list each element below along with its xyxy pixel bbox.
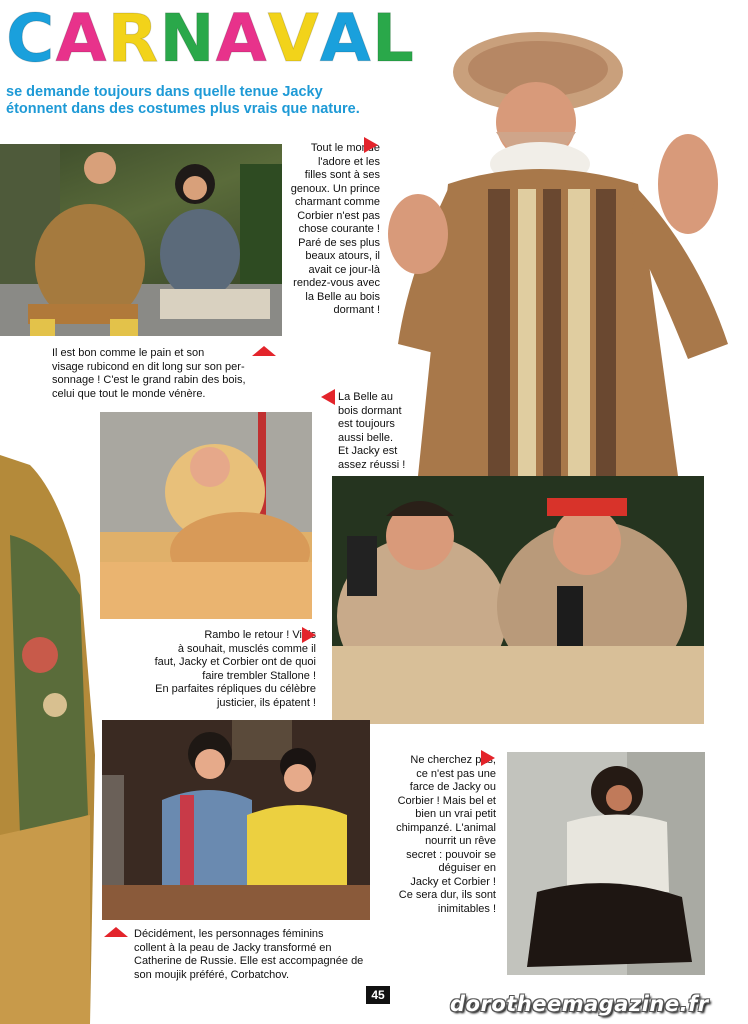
caption-line: justicier, ils épatent ! — [216, 696, 316, 709]
caption-line: Et Jacky est — [338, 445, 398, 458]
caption-line: beaux atours, il — [305, 250, 380, 263]
caption-line: faire trembler Stallone ! — [202, 669, 316, 682]
caption-line: l'adore et les — [317, 155, 380, 168]
caption-line: assez réussi ! — [338, 458, 406, 471]
page-number: 45 — [366, 986, 390, 1004]
photo-chimpanze — [507, 752, 705, 975]
caption-line: collent à la peau de Jacky transformé en — [134, 941, 332, 954]
photo-rabin-des-bois — [0, 144, 282, 336]
subtitle — [6, 84, 436, 119]
caption-line: la Belle au bois — [305, 290, 380, 303]
caption-line: à souhait, musclés comme il — [177, 642, 316, 655]
title-letter: R — [107, 0, 160, 77]
caption-rambo — [124, 629, 316, 710]
caption-line: inimitables ! — [437, 902, 496, 915]
caption-chimp — [372, 754, 496, 916]
caption-line: Paré de ses plus — [298, 236, 380, 249]
caption-line: celui que tout le monde vénère. — [52, 387, 206, 400]
caption-line: rendez-vous avec — [293, 277, 380, 290]
caption-line: est toujours — [338, 418, 395, 431]
caption-line: dormant ! — [333, 304, 380, 317]
pointer-triangle-icon — [364, 137, 378, 153]
caption-catherine — [104, 928, 364, 982]
title-letter: N — [159, 0, 216, 77]
caption-line: La Belle au — [338, 391, 394, 403]
caption-line: bois dormant — [338, 404, 402, 417]
caption-line: chose courante ! — [298, 223, 380, 236]
title-letter: A — [55, 0, 108, 77]
caption-rabin — [52, 347, 282, 401]
caption-line: visage rubicond en dit long sur son per- — [52, 360, 245, 373]
caption-line: Ce sera dur, ils sont — [398, 889, 496, 902]
caption-line: filles sont à ses — [304, 169, 380, 182]
photo-fabric-edge — [0, 455, 98, 1024]
page-title — [6, 0, 415, 77]
subtitle-line: se demande toujours dans quelle tenue Jacky — [6, 84, 323, 100]
caption-line: Catherine de Russie. Elle est accompagnée de — [134, 955, 364, 968]
photo-belle-au-bois — [100, 412, 312, 619]
caption-prince — [284, 142, 380, 318]
title-letter: A — [319, 0, 372, 77]
caption-line: nourrit un rêve — [425, 835, 496, 848]
caption-line: charmant comme — [295, 196, 380, 209]
photo-rambo — [332, 476, 704, 724]
photo-prince-charmant — [378, 14, 748, 476]
caption-line: Corbier ! Mais bel et — [397, 794, 496, 807]
caption-line: farce de Jacky ou — [409, 781, 496, 794]
pointer-triangle-icon — [252, 346, 276, 356]
pointer-triangle-icon — [302, 627, 316, 643]
watermark: dorotheemagazine.fr — [450, 992, 709, 1016]
title-letter: L — [371, 0, 415, 77]
caption-line: déguiser en — [438, 862, 496, 875]
caption-line: Jacky et Corbier ! — [410, 875, 496, 888]
caption-line: bien un vrai petit — [415, 808, 496, 821]
caption-line: avait ce jour-là — [308, 263, 380, 276]
caption-line: Tout le monde — [310, 142, 380, 154]
subtitle-line: étonnent dans des costumes plus vrais que nature. — [6, 101, 360, 118]
caption-line: genoux. Un prince — [290, 182, 380, 195]
caption-line: En parfaites répliques du célèbre — [155, 683, 316, 696]
title-letter: V — [267, 0, 320, 77]
caption-line: chimpanzé. L'animal — [396, 821, 496, 834]
caption-line: sonnage ! C'est le grand rabin des bois, — [52, 374, 246, 387]
caption-line: Rambo le retour ! Virils — [204, 629, 316, 641]
caption-line: Décidément, les personnages féminins — [134, 928, 324, 940]
caption-line: Ne cherchez pas, — [410, 754, 496, 766]
caption-line: secret : pouvoir se — [406, 848, 496, 861]
title-letter: C — [6, 0, 56, 77]
photo-catherine-de-russie — [102, 720, 370, 920]
caption-line: Corbier n'est pas — [297, 209, 380, 222]
caption-line: aussi belle. — [338, 431, 394, 444]
title-letter: A — [215, 0, 268, 77]
caption-line: faut, Jacky et Corbier ont de quoi — [154, 656, 316, 669]
caption-line: Il est bon comme le pain et son — [52, 347, 205, 359]
caption-belle — [321, 391, 421, 472]
caption-line: ce n'est pas une — [416, 767, 496, 780]
pointer-triangle-icon — [481, 750, 495, 766]
caption-line: son moujik préféré, Corbatchov. — [134, 968, 290, 981]
